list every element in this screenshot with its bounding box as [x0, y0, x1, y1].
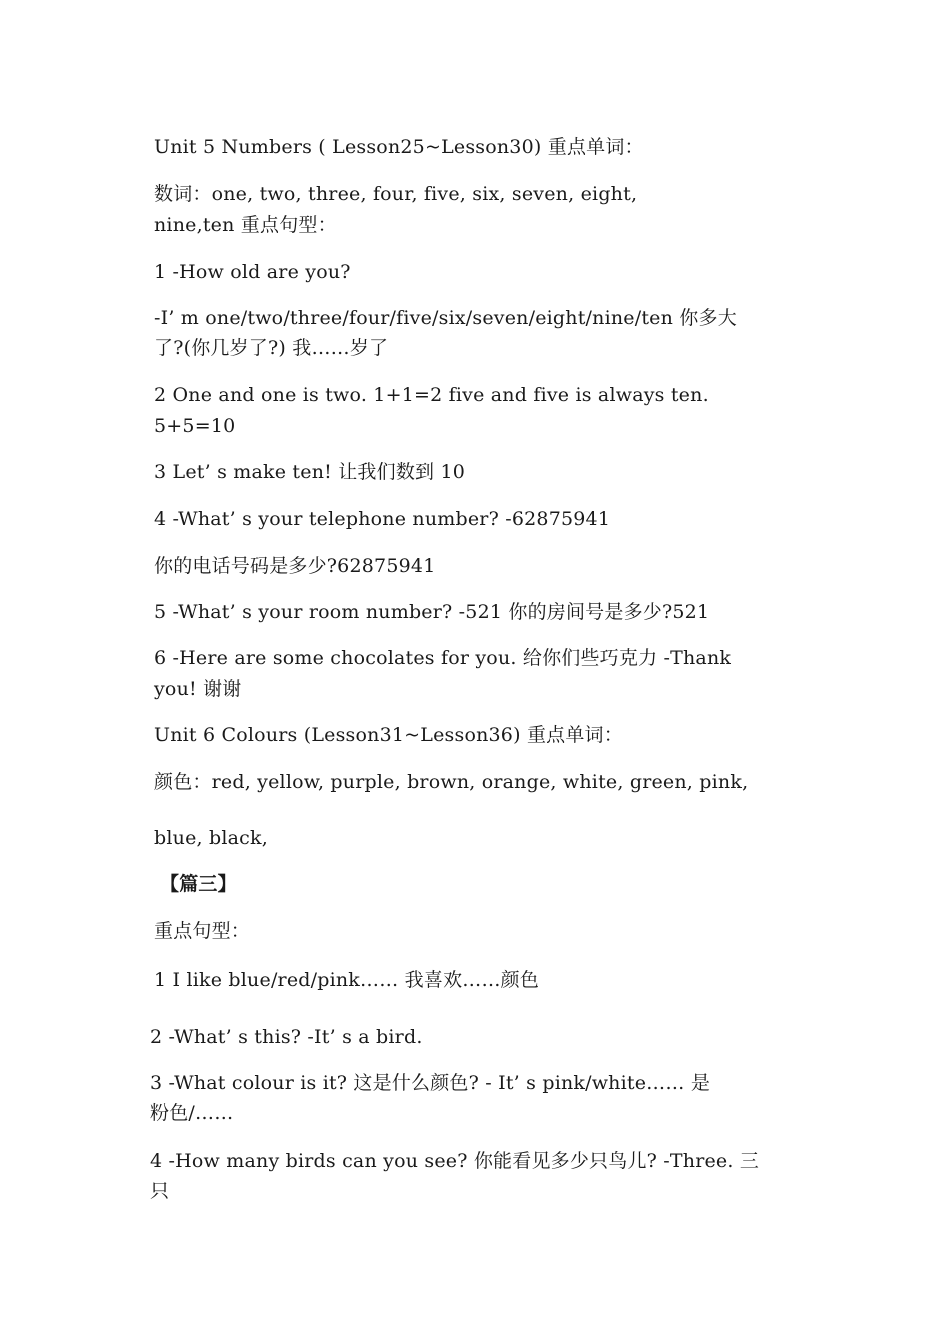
- sentence-1b-line1: -I’ m one/two/three/four/five/six/seven/eight/nine/ten 你多大: [154, 307, 737, 329]
- unit6-words-line2: blue, black,: [154, 827, 268, 849]
- pattern-1: 1 I like blue/red/pink…… 我喜欢……颜色: [154, 969, 540, 991]
- unit5-words-line1: 数词：one, two, three, four, five, six, seven, eight,: [154, 183, 638, 205]
- sentence-4b: 你的电话号码是多少?62875941: [154, 555, 436, 577]
- sentence-5: 5 -What’ s your room number? -521 你的房间号是多少?521: [154, 601, 710, 623]
- unit5-words-line2: nine,ten 重点句型：: [154, 214, 337, 236]
- pattern-2: 2 -What’ s this? -It’ s a bird.: [150, 1026, 423, 1048]
- sentence-6-line1: 6 -Here are some chocolates for you. 给你们些巧克力 -Thank: [154, 647, 732, 669]
- unit6-title: Unit 6 Colours (Lesson31~Lesson36) 重点单词：: [154, 724, 623, 746]
- sentence-6-line2: you! 谢谢: [154, 678, 242, 700]
- sentence-2-line1: 2 One and one is two. 1+1=2 five and five is always ten.: [154, 384, 709, 406]
- sentence-1: 1 -How old are you?: [154, 261, 351, 283]
- sentence-4: 4 -What’ s your telephone number? -62875941: [154, 508, 611, 530]
- pattern-3-line2: 粉色/……: [150, 1102, 234, 1124]
- sentence-2-line2: 5+5=10: [154, 415, 236, 437]
- section-heading: 【篇三】: [160, 873, 237, 895]
- pattern-4-line1: 4 -How many birds can you see? 你能看见多少只鸟儿? -Three. 三: [150, 1150, 760, 1172]
- patterns-label: 重点句型：: [154, 920, 251, 942]
- unit5-title: Unit 5 Numbers ( Lesson25~Lesson30) 重点单词：: [154, 136, 644, 158]
- sentence-3: 3 Let’ s make ten! 让我们数到 10: [154, 461, 466, 483]
- sentence-1b-line2: 了?(你几岁了?) 我……岁了: [154, 337, 389, 359]
- unit6-words-line1: 颜色：red, yellow, purple, brown, orange, white, green, pink,: [154, 771, 749, 793]
- pattern-4-line2: 只: [150, 1180, 170, 1202]
- pattern-3-line1: 3 -What colour is it? 这是什么颜色? - It’ s pink/white…… 是: [150, 1072, 711, 1094]
